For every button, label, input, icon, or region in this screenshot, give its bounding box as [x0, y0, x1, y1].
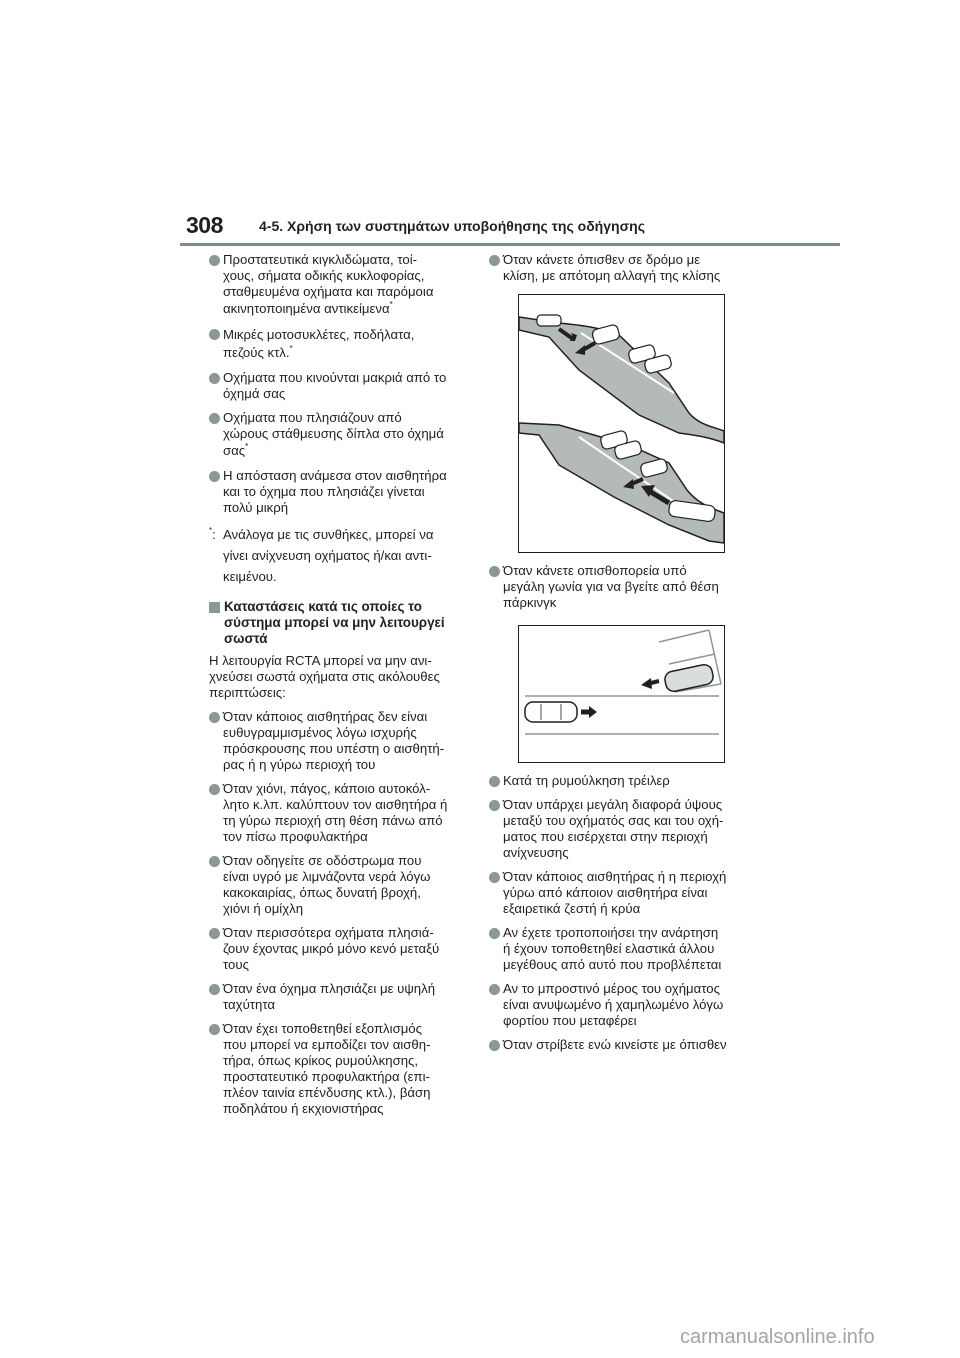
list-item: [209, 1021, 481, 1117]
bullet-icon: [209, 373, 220, 384]
text-line: λητο κ.λπ. καλύπτουν τον αισθητήρα ή: [223, 797, 448, 812]
intro-paragraph: [209, 653, 481, 701]
list-item: [209, 410, 481, 460]
list-item: [489, 981, 761, 1029]
text-line: ή έχουν τοποθετηθεί ελαστικά άλλου: [503, 941, 715, 956]
text-line: Όταν κάποιος αισθητήρας ή η περιοχή: [503, 869, 727, 884]
car-icon: [663, 663, 714, 693]
bullet-icon: [209, 712, 220, 723]
footnote-asterisk: *: [245, 442, 249, 451]
footnote-asterisk: *: [209, 526, 213, 535]
text-line: χνεύσει σωστά οχήματα στις ακόλουθες: [209, 669, 440, 684]
text-line: χώρους στάθμευσης δίπλα στο όχημά: [223, 426, 444, 441]
text-line: όχημά σας: [223, 386, 286, 401]
text-line: πολύ μικρή: [223, 500, 289, 515]
bullet-icon: [489, 776, 500, 787]
text-line: Όταν στρίβετε ενώ κινείστε με όπισθεν: [503, 1037, 727, 1052]
heading-line: Καταστάσεις κατά τις οποίες το: [224, 599, 422, 614]
bullet-icon: [209, 784, 220, 795]
header-divider: [180, 243, 840, 246]
list-item: [209, 925, 481, 973]
bullet-icon: [209, 928, 220, 939]
text-line: φορτίου που μεταφέρει: [503, 1013, 637, 1028]
text-line: Όταν κάνετε οπισθοπορεία υπό: [503, 563, 687, 578]
text-line: μεγέθους από αυτό που προβλέπεται: [503, 957, 722, 972]
text-line: και το όχημα που πλησιάζει γίνεται: [223, 484, 425, 499]
square-bullet-icon: [209, 602, 220, 613]
text-line: ανίχνευσης: [503, 845, 569, 860]
text-line: πλέον ταινία επένδυσης κτλ.), βάση: [223, 1085, 431, 1100]
text-line: γίνει ανίχνευση οχήματος ή/και αντι-: [223, 548, 432, 563]
bullet-icon: [209, 984, 220, 995]
text-line: Κατά τη ρυμούλκηση τρέιλερ: [503, 773, 670, 788]
text-line: τη γύρω περιοχή στη θέση πάνω από: [223, 813, 443, 828]
bullet-icon: [209, 255, 220, 266]
footnote-mark: [209, 524, 216, 545]
text-line: πρόσκρουσης που υπέστη ο αισθητή-: [223, 741, 445, 756]
parking-line: [669, 654, 715, 664]
text-line: κειμένου.: [223, 569, 277, 584]
list-item: [209, 370, 481, 402]
text-line: [223, 300, 481, 318]
list-item: [489, 869, 761, 917]
right-column: [489, 252, 761, 1061]
bullet-icon: [489, 566, 500, 577]
arrow-icon: [641, 678, 659, 689]
list-item: [489, 252, 761, 284]
text-line: πάρκινγκ: [503, 595, 557, 610]
text-line: χους, σήματα οδικής κυκλοφορίας,: [223, 268, 425, 283]
bullet-icon: [209, 471, 220, 482]
text-line: γύρω από κάποιον αισθητήρα είναι: [503, 885, 708, 900]
text-line: Προστατευτικά κιγκλιδώματα, τοί-: [223, 252, 418, 267]
list-item: [209, 326, 481, 362]
text-segment: σας: [223, 443, 246, 458]
text-line: ποδηλάτου ή εκχιονιστήρας: [223, 1101, 384, 1116]
text-line: ματος που εισέρχεται στην περιοχή: [503, 829, 708, 844]
text-line: Όταν κάνετε όπισθεν σε δρόμο με: [503, 252, 701, 267]
footnote-asterisk: *: [389, 300, 393, 309]
list-item: [489, 1037, 761, 1053]
text-line: Όταν υπάρχει μεγάλη διαφορά ύψους: [503, 797, 723, 812]
footnote: [209, 524, 481, 587]
text-line: Οχήματα που πλησιάζουν από: [223, 410, 402, 425]
section-title: 4-5. Χρήση των συστημάτων υποβοήθησης της οδήγησης: [259, 218, 645, 234]
heading-line: σύστημα μπορεί να μην λειτουργεί: [224, 615, 445, 630]
text-line: χιόνι ή ομίχλη: [223, 901, 304, 916]
text-segment: πεζούς κτλ.: [223, 345, 290, 360]
bullet-icon: [489, 255, 500, 266]
section-heading: [209, 599, 481, 647]
bullet-icon: [209, 329, 220, 340]
list-item: [209, 853, 481, 917]
footnote-colon: :: [212, 527, 216, 542]
list-item: [489, 773, 761, 789]
text-line: Οχήματα που κινούνται μακριά από το: [223, 370, 447, 385]
text-line: ταχύτητα: [223, 997, 275, 1012]
list-item: [209, 468, 481, 516]
list-item: [209, 781, 481, 845]
text-line: που μπορεί να εμποδίζει τον αισθη-: [223, 1037, 431, 1052]
text-line: είναι υγρό με λιμνάζοντα νερά λόγω: [223, 869, 431, 884]
bullet-icon: [489, 800, 500, 811]
list-item: [209, 252, 481, 318]
watermark[interactable]: carmanualsonline.info: [680, 1326, 875, 1348]
text-line: Όταν κάποιος αισθητήρας δεν είναι: [223, 709, 428, 724]
text-line: κλίση, με απότομη αλλαγή της κλίσης: [503, 268, 721, 283]
angled-parking-drawing: [519, 626, 724, 762]
text-line: κακοκαιρίας, όπως δυνατή βροχή,: [223, 885, 421, 900]
text-line: προστατευτικό προφυλακτήρα (επι-: [223, 1069, 430, 1084]
footnote-asterisk: *: [289, 344, 293, 353]
text-line: είναι ανυψωμένο ή χαμηλωμένο λόγω: [503, 997, 724, 1012]
text-line: εξαιρετικά ζεστή ή κρύα: [503, 901, 641, 916]
sloped-road-drawing: [519, 295, 724, 552]
text-line: μεγάλη γωνία για να βγείτε από θέση: [503, 579, 719, 594]
left-column: [209, 252, 481, 1125]
bullet-icon: [489, 928, 500, 939]
list-item: [489, 797, 761, 861]
text-line: τήρα, όπως κρίκος ρυμούλκησης,: [223, 1053, 419, 1068]
list-item: [209, 981, 481, 1013]
text-line: Όταν ένα όχημα πλησιάζει με υψηλή: [223, 981, 436, 996]
text-line: ρας ή η γύρω περιοχή του: [223, 757, 376, 772]
angled-parking-illustration: [518, 625, 725, 763]
text-line: Η απόσταση ανάμεσα στον αισθητήρα: [223, 468, 447, 483]
text-line: Όταν έχει τοποθετηθεί εξοπλισμός: [223, 1021, 422, 1036]
bullet-icon: [489, 1040, 500, 1051]
text-line: τους: [223, 957, 249, 972]
list-item: [489, 925, 761, 973]
text-segment: ακινητοποιημένα αντικείμενα: [223, 301, 390, 316]
text-line: [223, 442, 481, 460]
text-line: Μικρές μοτοσυκλέτες, ποδήλατα,: [223, 327, 415, 342]
bullet-icon: [209, 413, 220, 424]
sloped-road-illustration: [518, 294, 725, 553]
text-line: Όταν οδηγείτε σε οδόστρωμα που: [223, 853, 422, 868]
text-line: ευθυγραμμισμένος λόγω ισχυρής: [223, 725, 417, 740]
bullet-icon: [209, 856, 220, 867]
text-line: περιπτώσεις:: [209, 685, 286, 700]
arrow-icon: [581, 706, 597, 718]
text-line: Όταν περισσότερα οχήματα πλησιά-: [223, 925, 434, 940]
car-icon: [525, 702, 577, 722]
text-line: σταθμευμένα οχήματα και παρόμοια: [223, 284, 434, 299]
text-line: ζουν έχοντας μικρό μόνο κενό μεταξύ: [223, 941, 440, 956]
text-line: Ανάλογα με τις συνθήκες, μπορεί να: [223, 527, 434, 542]
list-item: [209, 709, 481, 773]
bullet-icon: [489, 872, 500, 883]
car-icon: [537, 315, 561, 326]
text-line: Αν έχετε τροποποιήσει την ανάρτηση: [503, 925, 719, 940]
text-line: Η λειτουργία RCTA μπορεί να μην ανι-: [209, 653, 432, 668]
bullet-icon: [489, 984, 500, 995]
parking-line: [659, 630, 709, 642]
text-line: τον πίσω προφυλακτήρα: [223, 829, 368, 844]
heading-line: σωστά: [224, 631, 268, 646]
text-line: μεταξύ του οχήματός σας και του οχή-: [503, 813, 724, 828]
bullet-icon: [209, 1024, 220, 1035]
page-number: 308: [186, 212, 223, 238]
text-line: [223, 344, 481, 362]
text-line: Όταν χιόνι, πάγος, κάποιο αυτοκόλ-: [223, 781, 431, 796]
page-header: [180, 210, 840, 248]
text-line: Αν το μπροστινό μέρος του οχήματος: [503, 981, 720, 996]
list-item: [489, 563, 761, 611]
